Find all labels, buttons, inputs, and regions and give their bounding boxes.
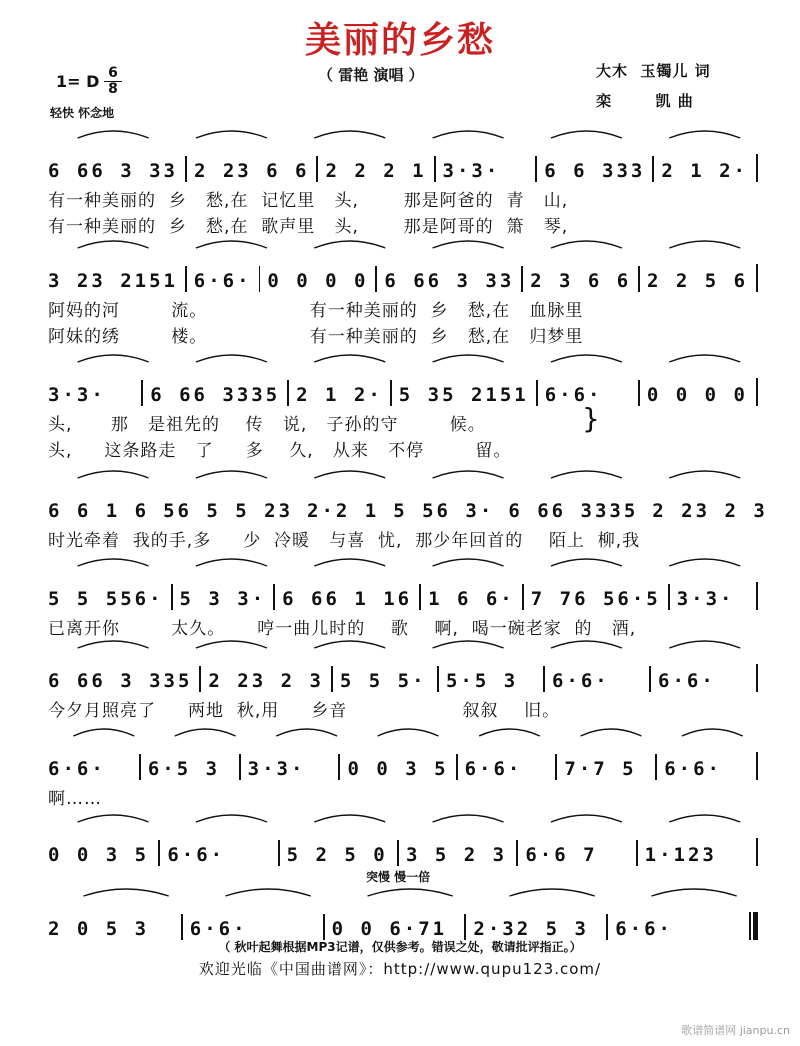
key-signature: 1= D (56, 72, 100, 91)
measure: 2 3 6 6 (530, 270, 632, 292)
bar-line (756, 752, 758, 780)
measure: 1 6 6· (428, 588, 515, 610)
slur (551, 815, 622, 822)
bar-line (239, 754, 241, 780)
slur (433, 355, 504, 362)
bar-line (338, 754, 340, 780)
slur (196, 815, 267, 822)
measure: 6·5 3 (147, 758, 221, 780)
slur (226, 889, 311, 896)
note-row (48, 138, 758, 182)
measure: 6·6· (658, 670, 716, 692)
measure: 2 2 5 6 (647, 270, 749, 292)
bar-line (437, 666, 439, 692)
measure: 2 23 6 6 (193, 160, 310, 182)
lyric-line: 阿妹的绣 楼。 有一种美丽的 乡 愁,在 归梦里 (48, 327, 584, 347)
measure: 3·3· (48, 384, 106, 406)
note-row (48, 362, 758, 406)
repeat-brace: } (582, 402, 600, 435)
bar-line (555, 754, 557, 780)
slur (78, 355, 149, 362)
bar-line (434, 156, 436, 182)
measure: 6·6· (544, 384, 603, 406)
transcription-note: （ 秋叶起舞根据MP3记谱，仅供参考。错误之处，敬请批评指正。） (218, 940, 582, 954)
note-row (48, 248, 758, 292)
lyric-line: 时光牵着 我的手,多 少 冷暖 与喜 忧, 那少年回首的 陌上 柳,我 (48, 531, 641, 551)
bar-line (543, 666, 545, 692)
measure: 6 66 3335 (508, 500, 639, 522)
slur (314, 471, 385, 478)
slur (551, 559, 622, 566)
bar-line (390, 380, 392, 406)
bar-line (323, 914, 325, 940)
bar-line (522, 584, 524, 610)
slur (84, 889, 169, 896)
slur (682, 729, 743, 736)
bar-line (756, 838, 758, 866)
note-row (48, 478, 768, 522)
slur (433, 559, 504, 566)
measure: 5 56 3· (393, 500, 495, 522)
measure: 2 0 5 3 (48, 918, 150, 940)
note-row (48, 822, 758, 866)
bar-line (536, 380, 538, 406)
measure: 7·7 5 (564, 758, 637, 780)
measure: 6·6· (167, 844, 226, 866)
bar-line (331, 666, 333, 692)
slur (669, 559, 740, 566)
slur (433, 131, 504, 138)
measure: 56 5 5 23 (163, 500, 294, 522)
staff-line (48, 896, 758, 1016)
slur (196, 131, 267, 138)
singer-credit: （ 雷艳 演唱 ） (318, 66, 424, 84)
measure: 6 66 3 33 (48, 160, 178, 182)
lyric-line: 啊…… (48, 789, 102, 809)
slur (378, 729, 439, 736)
measure: 5 5 556· (48, 588, 164, 610)
measure: 5 2 5 0 (286, 844, 388, 866)
bar-line (756, 264, 758, 292)
lyric-line: 今夕月照亮了 两地 秋,用 乡音 叙叙 旧。 (48, 701, 561, 721)
bar-line (316, 156, 318, 182)
measure: 0 0 0 0 (646, 384, 748, 406)
bar-line (655, 754, 657, 780)
bar-line (606, 914, 608, 940)
slur (175, 729, 236, 736)
slur (551, 355, 622, 362)
slur (433, 241, 504, 248)
slur (196, 559, 267, 566)
slur (276, 729, 337, 736)
measure: 2 1 2· (661, 160, 748, 182)
slur (196, 241, 267, 248)
bar-line (638, 266, 640, 292)
measure: 2·2 1 (307, 500, 380, 522)
bar-line (516, 840, 518, 866)
bar-line (636, 840, 638, 866)
slur (669, 471, 740, 478)
slur (551, 641, 622, 648)
measure: 6·6· (193, 270, 252, 292)
measure: 6 66 3 335 (48, 670, 193, 692)
tempo-marking: 轻快 怀念地 (50, 106, 115, 120)
slur (314, 241, 385, 248)
slur (78, 241, 149, 248)
measure: 6·6· (189, 918, 248, 940)
slur (78, 559, 149, 566)
measure: 6·6 7 (525, 844, 598, 866)
bar-line (185, 156, 187, 182)
measure: 3·3· (676, 588, 735, 610)
measure: 2 23 2 3 (652, 500, 768, 522)
lyric-line: 有一种美丽的 乡 愁,在 歌声里 头, 那是阿哥的 箫 琴, (48, 217, 569, 237)
slur (433, 641, 504, 648)
measure: 3·3· (247, 758, 306, 780)
lyric-line: 头, 那 是祖先的 传 说, 子孙的守 候。 (48, 415, 486, 435)
slur (669, 815, 740, 822)
measure: 0 0 3 5 (48, 844, 150, 866)
final-bar-line (753, 912, 758, 940)
measure: 5 5 5· (339, 670, 427, 692)
slur (669, 241, 740, 248)
note-row (48, 896, 758, 940)
measure: 6 66 1 16 (282, 588, 413, 610)
measure: 2 2 2 1 (325, 160, 427, 182)
measure: 6·6· (48, 758, 106, 780)
bar-line (185, 266, 187, 292)
tempo-change: 突慢 慢一倍 (366, 870, 431, 884)
slur (314, 815, 385, 822)
slur (433, 815, 504, 822)
time-top: 6 (108, 65, 118, 81)
note-row (48, 736, 758, 780)
measure: 6 66 3335 (150, 384, 281, 406)
slur (196, 641, 267, 648)
bar-line (749, 912, 751, 940)
slur (669, 355, 740, 362)
bar-line (199, 666, 201, 692)
slur (196, 355, 267, 362)
note-row (48, 566, 758, 610)
slur (314, 641, 385, 648)
bar-line (273, 584, 275, 610)
slur (196, 471, 267, 478)
measure: 2·32 5 3 (473, 918, 589, 940)
slur (314, 559, 385, 566)
song-title: 美丽的乡愁 (304, 20, 495, 61)
bar-line (668, 584, 670, 610)
measure: 6·6· (615, 918, 673, 940)
time-signature (104, 66, 122, 97)
slur (314, 131, 385, 138)
measure: 3 23 2151 (48, 270, 178, 292)
composer-credit: 栾 凯 曲 (596, 92, 694, 110)
bar-line (638, 380, 640, 406)
bar-line (158, 840, 160, 866)
bar-line (278, 840, 280, 866)
slur (669, 641, 740, 648)
measure: 2 23 2 3 (208, 670, 324, 692)
slur (314, 355, 385, 362)
measure: 0 0 3 5 (347, 758, 449, 780)
time-bottom: 8 (104, 81, 122, 97)
lyric-line: 阿妈的河 流。 有一种美丽的 乡 愁,在 血脉里 (48, 301, 584, 321)
lyricist-credit: 大木 玉镯儿 词 (596, 62, 711, 80)
lyric-line: 头, 这条路走 了 多 久, 从来 不停 留。 (48, 441, 512, 461)
slur (581, 729, 642, 736)
bar-line (419, 584, 421, 610)
bar-line (756, 378, 758, 406)
measure: 5 35 2151 (398, 384, 529, 406)
measure: 6·6· (464, 758, 523, 780)
slur (652, 889, 737, 896)
measure: 2 1 2· (296, 384, 383, 406)
lyric-line: 有一种美丽的 乡 愁,在 记忆里 头, 那是阿爸的 青 山, (48, 191, 569, 211)
slur (551, 241, 622, 248)
measure: 6 66 3 33 (384, 270, 515, 292)
slur (78, 641, 149, 648)
bar-line (652, 156, 654, 182)
measure: 6 6 1 6 (48, 500, 150, 522)
slur (551, 131, 622, 138)
slur (433, 471, 504, 478)
measure: 0 0 6·71 (331, 918, 448, 940)
bar-line (464, 914, 466, 940)
slur (78, 471, 149, 478)
slur (479, 729, 540, 736)
bar-line (535, 156, 537, 182)
bar-line (756, 154, 758, 182)
slur (78, 131, 149, 138)
bar-line (756, 582, 758, 610)
bar-line (756, 664, 758, 692)
measure: 6 6 333 (544, 160, 646, 182)
watermark: 歌谱简谱网 jianpu.cn (681, 1024, 790, 1037)
slur (368, 889, 453, 896)
bar-line (259, 266, 261, 292)
slur (73, 729, 134, 736)
bar-line (139, 754, 141, 780)
measure: 7 76 56·5 (530, 588, 661, 610)
bar-line (375, 266, 377, 292)
measure: 5 3 3· (179, 588, 267, 610)
slur (510, 889, 595, 896)
measure: 5·5 3 (445, 670, 519, 692)
slur (669, 131, 740, 138)
measure: 1·123 (644, 844, 717, 866)
measure: 6·6· (551, 670, 610, 692)
measure: 3 5 2 3 (405, 844, 508, 866)
bar-line (456, 754, 458, 780)
bar-line (171, 584, 173, 610)
bar-line (141, 380, 143, 406)
measure: 6·6· (664, 758, 722, 780)
bar-line (181, 914, 183, 940)
lyric-line: 已离开你 太久。 哼一曲儿时的 歌 啊, 喝一碗老家 的 酒, (48, 619, 637, 639)
measure: 3·3· (442, 160, 501, 182)
bar-line (521, 266, 523, 292)
measure: 0 0 0 0 (267, 270, 369, 292)
bar-line (397, 840, 399, 866)
bar-line (649, 666, 651, 692)
bar-line (287, 380, 289, 406)
slur (78, 815, 149, 822)
note-row (48, 648, 758, 692)
site-link[interactable]: 欢迎光临《中国曲谱网》：http://www.qupu123.com/ (198, 960, 602, 978)
slur (551, 471, 622, 478)
